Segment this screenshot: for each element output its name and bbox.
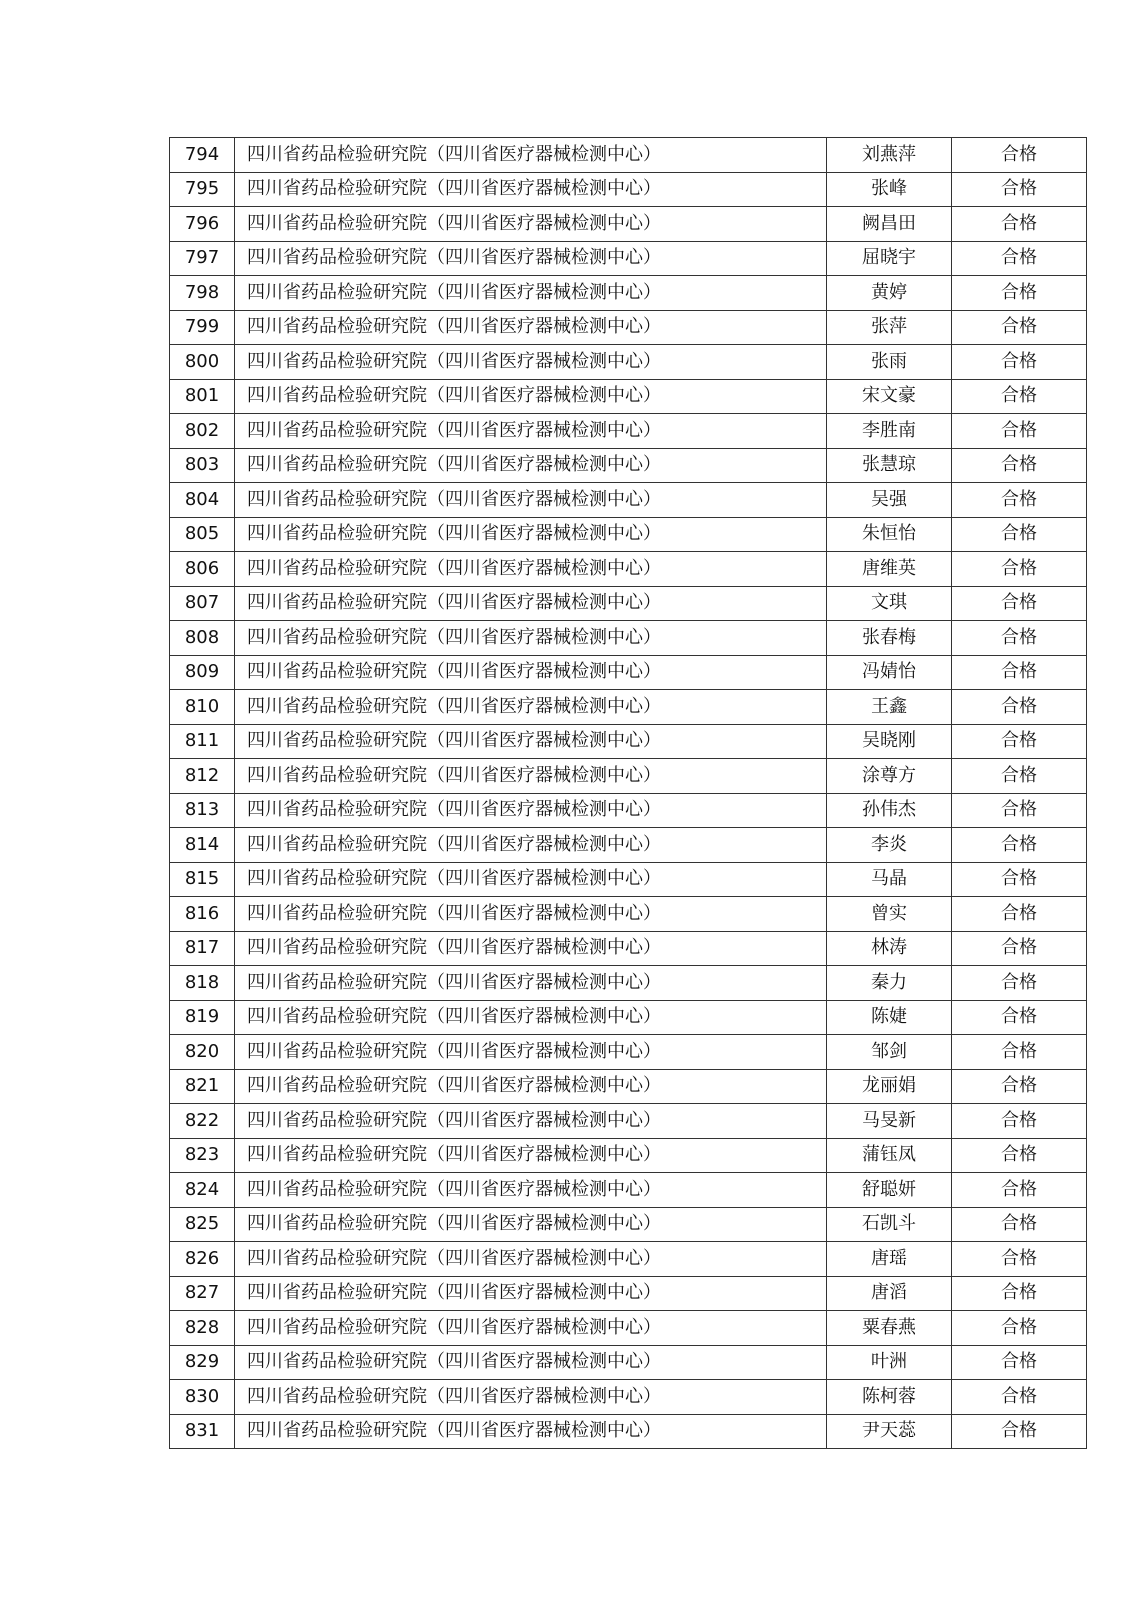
row-number: 828 <box>170 1311 235 1346</box>
result-cell: 合格 <box>952 1138 1087 1173</box>
organization-cell: 四川省药品检验研究院（四川省医疗器械检测中心） <box>235 586 827 621</box>
person-name-cell: 石凯斗 <box>827 1207 952 1242</box>
result-cell: 合格 <box>952 759 1087 794</box>
person-name-cell: 阙昌田 <box>827 207 952 242</box>
row-number: 815 <box>170 862 235 897</box>
result-cell: 合格 <box>952 793 1087 828</box>
table-row <box>170 586 1087 621</box>
person-name-cell: 刘燕萍 <box>827 138 952 173</box>
result-cell: 合格 <box>952 690 1087 725</box>
row-number: 813 <box>170 793 235 828</box>
row-number: 827 <box>170 1276 235 1311</box>
person-name-cell: 冯婧怡 <box>827 655 952 690</box>
table-row <box>170 655 1087 690</box>
table-row <box>170 241 1087 276</box>
person-name-cell: 尹天蕊 <box>827 1414 952 1449</box>
organization-cell: 四川省药品检验研究院（四川省医疗器械检测中心） <box>235 897 827 932</box>
result-cell: 合格 <box>952 862 1087 897</box>
organization-cell: 四川省药品检验研究院（四川省医疗器械检测中心） <box>235 310 827 345</box>
row-number: 810 <box>170 690 235 725</box>
result-cell: 合格 <box>952 414 1087 449</box>
person-name-cell: 张春梅 <box>827 621 952 656</box>
row-number: 821 <box>170 1069 235 1104</box>
result-cell: 合格 <box>952 448 1087 483</box>
row-number: 797 <box>170 241 235 276</box>
row-number: 829 <box>170 1345 235 1380</box>
organization-cell: 四川省药品检验研究院（四川省医疗器械检测中心） <box>235 172 827 207</box>
result-cell: 合格 <box>952 1242 1087 1277</box>
result-cell: 合格 <box>952 241 1087 276</box>
table-row <box>170 1311 1087 1346</box>
table-row <box>170 483 1087 518</box>
result-cell: 合格 <box>952 1311 1087 1346</box>
table-row <box>170 1207 1087 1242</box>
person-name-cell: 马旻新 <box>827 1104 952 1139</box>
result-cell: 合格 <box>952 1207 1087 1242</box>
result-cell: 合格 <box>952 586 1087 621</box>
organization-cell: 四川省药品检验研究院（四川省医疗器械检测中心） <box>235 207 827 242</box>
table-row <box>170 862 1087 897</box>
organization-cell: 四川省药品检验研究院（四川省医疗器械检测中心） <box>235 862 827 897</box>
person-name-cell: 孙伟杰 <box>827 793 952 828</box>
row-number: 817 <box>170 931 235 966</box>
organization-cell: 四川省药品检验研究院（四川省医疗器械检测中心） <box>235 379 827 414</box>
row-number: 823 <box>170 1138 235 1173</box>
organization-cell: 四川省药品检验研究院（四川省医疗器械检测中心） <box>235 1345 827 1380</box>
row-number: 801 <box>170 379 235 414</box>
table-row <box>170 828 1087 863</box>
table-row <box>170 793 1087 828</box>
result-cell: 合格 <box>952 345 1087 380</box>
person-name-cell: 唐瑶 <box>827 1242 952 1277</box>
table-row <box>170 1173 1087 1208</box>
result-cell: 合格 <box>952 1345 1087 1380</box>
row-number: 826 <box>170 1242 235 1277</box>
table-row <box>170 1242 1087 1277</box>
row-number: 796 <box>170 207 235 242</box>
person-name-cell: 唐维英 <box>827 552 952 587</box>
row-number: 800 <box>170 345 235 380</box>
result-cell: 合格 <box>952 207 1087 242</box>
table-row <box>170 138 1087 173</box>
table-row <box>170 552 1087 587</box>
person-name-cell: 文琪 <box>827 586 952 621</box>
person-name-cell: 吴强 <box>827 483 952 518</box>
row-number: 798 <box>170 276 235 311</box>
person-name-cell: 粟春燕 <box>827 1311 952 1346</box>
organization-cell: 四川省药品检验研究院（四川省医疗器械检测中心） <box>235 345 827 380</box>
row-number: 795 <box>170 172 235 207</box>
result-cell: 合格 <box>952 172 1087 207</box>
organization-cell: 四川省药品检验研究院（四川省医疗器械检测中心） <box>235 448 827 483</box>
person-name-cell: 邹剑 <box>827 1035 952 1070</box>
person-name-cell: 林涛 <box>827 931 952 966</box>
result-cell: 合格 <box>952 1276 1087 1311</box>
result-cell: 合格 <box>952 1414 1087 1449</box>
row-number: 831 <box>170 1414 235 1449</box>
table-row <box>170 1069 1087 1104</box>
row-number: 825 <box>170 1207 235 1242</box>
row-number: 820 <box>170 1035 235 1070</box>
row-number: 814 <box>170 828 235 863</box>
organization-cell: 四川省药品检验研究院（四川省医疗器械检测中心） <box>235 1104 827 1139</box>
person-name-cell: 舒聪妍 <box>827 1173 952 1208</box>
table-row <box>170 621 1087 656</box>
organization-cell: 四川省药品检验研究院（四川省医疗器械检测中心） <box>235 1414 827 1449</box>
organization-cell: 四川省药品检验研究院（四川省医疗器械检测中心） <box>235 1207 827 1242</box>
organization-cell: 四川省药品检验研究院（四川省医疗器械检测中心） <box>235 241 827 276</box>
organization-cell: 四川省药品检验研究院（四川省医疗器械检测中心） <box>235 1242 827 1277</box>
result-cell: 合格 <box>952 1069 1087 1104</box>
row-number: 811 <box>170 724 235 759</box>
person-name-cell: 李炎 <box>827 828 952 863</box>
result-cell: 合格 <box>952 897 1087 932</box>
organization-cell: 四川省药品检验研究院（四川省医疗器械检测中心） <box>235 966 827 1001</box>
results-table-body <box>170 138 1087 1449</box>
result-cell: 合格 <box>952 621 1087 656</box>
table-row <box>170 448 1087 483</box>
table-row <box>170 207 1087 242</box>
person-name-cell: 宋文豪 <box>827 379 952 414</box>
table-row <box>170 759 1087 794</box>
result-cell: 合格 <box>952 1035 1087 1070</box>
person-name-cell: 张峰 <box>827 172 952 207</box>
table-row <box>170 345 1087 380</box>
person-name-cell: 陈婕 <box>827 1000 952 1035</box>
result-cell: 合格 <box>952 379 1087 414</box>
organization-cell: 四川省药品检验研究院（四川省医疗器械检测中心） <box>235 1069 827 1104</box>
person-name-cell: 涂尊方 <box>827 759 952 794</box>
person-name-cell: 蒲钰凤 <box>827 1138 952 1173</box>
result-cell: 合格 <box>952 828 1087 863</box>
organization-cell: 四川省药品检验研究院（四川省医疗器械检测中心） <box>235 690 827 725</box>
row-number: 799 <box>170 310 235 345</box>
result-cell: 合格 <box>952 552 1087 587</box>
person-name-cell: 陈柯蓉 <box>827 1380 952 1415</box>
results-table <box>169 137 1087 1449</box>
organization-cell: 四川省药品检验研究院（四川省医疗器械检测中心） <box>235 414 827 449</box>
row-number: 803 <box>170 448 235 483</box>
table-row <box>170 1276 1087 1311</box>
result-cell: 合格 <box>952 724 1087 759</box>
person-name-cell: 张萍 <box>827 310 952 345</box>
organization-cell: 四川省药品检验研究院（四川省医疗器械检测中心） <box>235 483 827 518</box>
row-number: 808 <box>170 621 235 656</box>
person-name-cell: 叶洲 <box>827 1345 952 1380</box>
person-name-cell: 朱恒怡 <box>827 517 952 552</box>
organization-cell: 四川省药品检验研究院（四川省医疗器械检测中心） <box>235 1138 827 1173</box>
organization-cell: 四川省药品检验研究院（四川省医疗器械检测中心） <box>235 793 827 828</box>
row-number: 807 <box>170 586 235 621</box>
table-row <box>170 310 1087 345</box>
organization-cell: 四川省药品检验研究院（四川省医疗器械检测中心） <box>235 621 827 656</box>
person-name-cell: 李胜南 <box>827 414 952 449</box>
row-number: 812 <box>170 759 235 794</box>
table-row <box>170 1380 1087 1415</box>
row-number: 819 <box>170 1000 235 1035</box>
person-name-cell: 黄婷 <box>827 276 952 311</box>
person-name-cell: 吴晓刚 <box>827 724 952 759</box>
table-row <box>170 276 1087 311</box>
result-cell: 合格 <box>952 1380 1087 1415</box>
table-row <box>170 966 1087 1001</box>
result-cell: 合格 <box>952 655 1087 690</box>
result-cell: 合格 <box>952 1173 1087 1208</box>
row-number: 802 <box>170 414 235 449</box>
table-row <box>170 1035 1087 1070</box>
organization-cell: 四川省药品检验研究院（四川省医疗器械检测中心） <box>235 759 827 794</box>
person-name-cell: 张雨 <box>827 345 952 380</box>
table-row <box>170 517 1087 552</box>
table-row <box>170 931 1087 966</box>
person-name-cell: 唐滔 <box>827 1276 952 1311</box>
organization-cell: 四川省药品检验研究院（四川省医疗器械检测中心） <box>235 1035 827 1070</box>
organization-cell: 四川省药品检验研究院（四川省医疗器械检测中心） <box>235 517 827 552</box>
organization-cell: 四川省药品检验研究院（四川省医疗器械检测中心） <box>235 724 827 759</box>
row-number: 824 <box>170 1173 235 1208</box>
table-row <box>170 1414 1087 1449</box>
person-name-cell: 王鑫 <box>827 690 952 725</box>
row-number: 816 <box>170 897 235 932</box>
organization-cell: 四川省药品检验研究院（四川省医疗器械检测中心） <box>235 828 827 863</box>
organization-cell: 四川省药品检验研究院（四川省医疗器械检测中心） <box>235 1311 827 1346</box>
result-cell: 合格 <box>952 138 1087 173</box>
row-number: 830 <box>170 1380 235 1415</box>
person-name-cell: 张慧琼 <box>827 448 952 483</box>
row-number: 805 <box>170 517 235 552</box>
table-row <box>170 897 1087 932</box>
person-name-cell: 屈晓宇 <box>827 241 952 276</box>
table-row <box>170 1345 1087 1380</box>
organization-cell: 四川省药品检验研究院（四川省医疗器械检测中心） <box>235 1173 827 1208</box>
table-row <box>170 690 1087 725</box>
organization-cell: 四川省药品检验研究院（四川省医疗器械检测中心） <box>235 276 827 311</box>
table-row <box>170 172 1087 207</box>
row-number: 804 <box>170 483 235 518</box>
person-name-cell: 秦力 <box>827 966 952 1001</box>
table-row <box>170 414 1087 449</box>
table-row <box>170 379 1087 414</box>
result-cell: 合格 <box>952 931 1087 966</box>
row-number: 806 <box>170 552 235 587</box>
table-row <box>170 1104 1087 1139</box>
result-cell: 合格 <box>952 1104 1087 1139</box>
result-cell: 合格 <box>952 276 1087 311</box>
row-number: 794 <box>170 138 235 173</box>
person-name-cell: 曾实 <box>827 897 952 932</box>
organization-cell: 四川省药品检验研究院（四川省医疗器械检测中心） <box>235 655 827 690</box>
organization-cell: 四川省药品检验研究院（四川省医疗器械检测中心） <box>235 138 827 173</box>
person-name-cell: 马晶 <box>827 862 952 897</box>
row-number: 809 <box>170 655 235 690</box>
table-row <box>170 1138 1087 1173</box>
organization-cell: 四川省药品检验研究院（四川省医疗器械检测中心） <box>235 931 827 966</box>
table-row <box>170 724 1087 759</box>
row-number: 818 <box>170 966 235 1001</box>
organization-cell: 四川省药品检验研究院（四川省医疗器械检测中心） <box>235 1380 827 1415</box>
organization-cell: 四川省药品检验研究院（四川省医疗器械检测中心） <box>235 1000 827 1035</box>
organization-cell: 四川省药品检验研究院（四川省医疗器械检测中心） <box>235 1276 827 1311</box>
row-number: 822 <box>170 1104 235 1139</box>
result-cell: 合格 <box>952 517 1087 552</box>
organization-cell: 四川省药品检验研究院（四川省医疗器械检测中心） <box>235 552 827 587</box>
result-cell: 合格 <box>952 966 1087 1001</box>
person-name-cell: 龙丽娟 <box>827 1069 952 1104</box>
result-cell: 合格 <box>952 1000 1087 1035</box>
result-cell: 合格 <box>952 483 1087 518</box>
result-cell: 合格 <box>952 310 1087 345</box>
table-row <box>170 1000 1087 1035</box>
